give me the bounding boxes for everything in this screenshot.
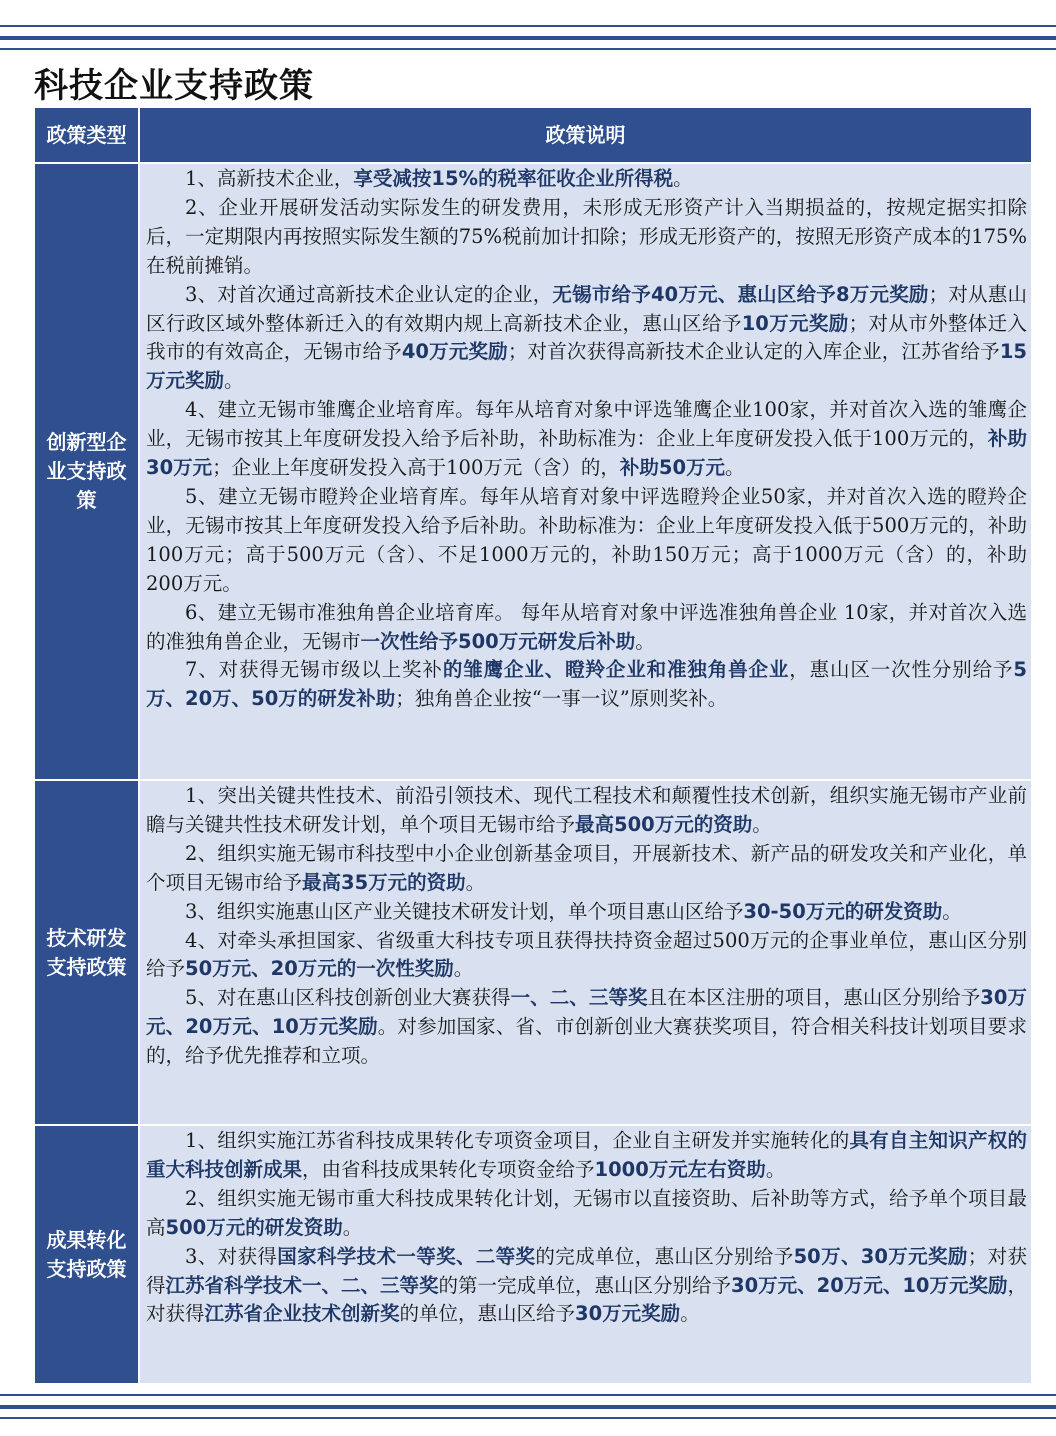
emphasis-text: 补助50万元 xyxy=(619,456,726,480)
category-cell: 技术研发支持政策 xyxy=(35,781,138,1124)
policy-text: 4、对牵头承担国家、省级重大科技专项且获得扶持资金超过500万元的企事业单位，惠山区分别给予 xyxy=(146,928,1027,981)
emphasis-text: 1000万元左右资助 xyxy=(594,1157,766,1181)
policy-item xyxy=(146,1185,1027,1243)
emphasis-text: 50万元、20万元的一次性奖励 xyxy=(185,957,454,981)
header-policy-type: 政策类型 xyxy=(35,108,138,162)
policy-text: 。 xyxy=(752,812,772,836)
policy-item xyxy=(146,656,1027,714)
emphasis-text: 5万、20万、50万的研发补助 xyxy=(146,658,1027,711)
emphasis-text: 具有自主知识产权的重大科技创新成果 xyxy=(146,1129,1027,1181)
table-row xyxy=(35,781,1031,1124)
policy-text: ，由省科技成果转化专项资金给予 xyxy=(302,1157,595,1181)
policy-text: 。 xyxy=(680,1302,700,1326)
emphasis-text: 国家科学技术一等奖、二等奖 xyxy=(277,1244,536,1268)
policy-text: 。 xyxy=(453,957,474,981)
policy-text: 。 xyxy=(342,1215,363,1239)
emphasis-text: 30万元奖励 xyxy=(575,1302,681,1326)
emphasis-text: 江苏省企业技术创新奖 xyxy=(204,1302,400,1326)
policy-text: 7、对获得无锡市级以上奖补 xyxy=(185,658,443,682)
header-policy-description: 政策说明 xyxy=(140,108,1031,162)
policy-text: 。 xyxy=(725,456,745,480)
policy-text: 1、突出关键共性技术、前沿引领技术、现代工程技术和颠覆性技术创新，组织实施无锡市产业前瞻与关键共性技术研发计划，单个项目无锡市给予 xyxy=(146,784,1027,836)
top-rule-thin-2 xyxy=(0,48,1056,50)
bottom-rule-thin xyxy=(0,1394,1056,1396)
policy-text: 且在本区注册的项目，惠山区分别给予 xyxy=(647,986,981,1010)
policy-text: ；独角兽企业按“一事一议”原则奖补。 xyxy=(395,687,728,711)
policy-text: 6、建立无锡市准独角兽企业培育库。 每年从培育对象中评选准独角兽企业 10家，并对首次入选的准独角兽企业，无锡市 xyxy=(146,600,1027,653)
policy-text: ，惠山区一次性分别给予 xyxy=(789,658,1014,682)
policy-table xyxy=(33,106,1033,1385)
table-row xyxy=(35,164,1031,779)
emphasis-text: 500万元的研发资助 xyxy=(165,1215,343,1239)
policy-text: 。对参加国家、省、市创新创业大赛获奖项目，符合相关科技计划项目要求的，给予优先推荐和立项。 xyxy=(146,1015,1027,1068)
emphasis-text: 一次性给予500万元研发后补助 xyxy=(360,629,636,653)
category-cell: 创新型企业支持政策 xyxy=(35,164,138,779)
emphasis-text: 15万元奖励 xyxy=(146,340,1027,393)
policy-text: 。 xyxy=(224,369,244,393)
policy-text: 2、组织实施无锡市重大科技成果转化计划，无锡市以直接资助、后补助等方式，给予单个项目最高 xyxy=(146,1186,1027,1239)
policy-text: 的第一完成单位，惠山区分别给予 xyxy=(438,1273,732,1297)
policy-text: 1、高新技术企业， xyxy=(185,167,354,190)
policy-text: 4、建立无锡市雏鹰企业培育库。每年从培育对象中评选雏鹰企业100家，并对首次入选的雏鹰企业，无锡市按其上年度研发投入给予后补助，补助标准为：企业上年度研发投入低于100万元的， xyxy=(146,398,1027,451)
policy-item xyxy=(146,1243,1027,1330)
policy-text: 的完成单位，惠山区分别给予 xyxy=(535,1244,794,1268)
policy-text: 。 xyxy=(942,899,962,923)
policy-text: 。 xyxy=(765,1157,786,1181)
policy-text: 3、对获得 xyxy=(185,1244,278,1268)
emphasis-text: 一、二、三等奖 xyxy=(510,986,648,1010)
policy-item xyxy=(146,927,1027,985)
policy-item xyxy=(146,898,1027,927)
policy-item xyxy=(146,396,1027,483)
policy-text: ，对获得 xyxy=(146,1273,1027,1326)
emphasis-text: 30万元、20万元、10万元奖励 xyxy=(731,1273,1008,1297)
top-rule-thick xyxy=(0,36,1056,40)
emphasis-text: 30-50万元的研发资助 xyxy=(743,899,943,923)
policy-text: 5、建立无锡市瞪羚企业培育库。每年从培育对象中评选瞪羚企业50家，并对首次入选的瞪羚企业，无锡市按其上年度研发投入给予后补助。补助标准为：企业上年度研发投入低于500万元的，补助100万元；高于500万元（含）、不足1000万元的，补助150万元；高于1000万元（含）的，补助200万元。 xyxy=(146,484,1027,595)
emphasis-text: 补助30万元 xyxy=(146,427,1027,480)
bottom-rule-thin-2 xyxy=(0,1417,1056,1419)
policy-item xyxy=(146,1127,1027,1185)
policy-item xyxy=(146,194,1027,281)
policy-text: 1、组织实施江苏省科技成果转化专项资金项目，企业自主研发并实施转化的 xyxy=(185,1129,850,1152)
emphasis-text: 40万元奖励 xyxy=(401,340,508,364)
emphasis-text: 享受减按15%的税率征收企业所得税 xyxy=(353,167,674,190)
top-rule-thin xyxy=(0,25,1056,27)
policy-text: 3、对首次通过高新技术企业认定的企业， xyxy=(185,282,553,306)
policy-text: ；对从惠山区行政区域外整体新迁入的有效期内规上高新技术企业，惠山区给予 xyxy=(146,282,1027,335)
description-cell xyxy=(140,781,1031,1124)
description-cell xyxy=(140,164,1031,779)
policy-text: 。 xyxy=(635,629,655,653)
policy-text: 5、对在惠山区科技创新创业大赛获得 xyxy=(185,986,511,1010)
policy-text: 2、企业开展研发活动实际发生的研发费用，未形成无形资产计入当期损益的，按规定据实扣除后，一定期限内再按照实际发生额的75%税前加计扣除；形成无形资产的，按照无形资产成本的175%在税前摊销。 xyxy=(146,195,1027,277)
emphasis-text: 最高35万元的资助 xyxy=(302,870,466,894)
policy-text: 。 xyxy=(465,870,486,894)
policy-text: 。 xyxy=(673,167,693,190)
emphasis-text: 最高500万元的资助 xyxy=(575,812,753,836)
policy-text: 的单位，惠山区给予 xyxy=(399,1302,576,1326)
bottom-rule-thick xyxy=(0,1405,1056,1409)
emphasis-text: 无锡市给予40万元、惠山区给予8万元奖励 xyxy=(552,282,929,306)
policy-text: ；对首次获得高新技术企业认定的入库企业，江苏省给予 xyxy=(507,340,1000,364)
table-header-row xyxy=(35,108,1031,162)
policy-item xyxy=(146,483,1027,599)
description-cell xyxy=(140,1126,1031,1383)
emphasis-text: 的雏鹰企业、瞪羚企业和准独角兽企业 xyxy=(442,658,790,682)
policy-item xyxy=(146,782,1027,840)
policy-item xyxy=(146,165,1027,194)
policy-item xyxy=(146,599,1027,657)
table-row xyxy=(35,1126,1031,1383)
policy-text: ；企业上年度研发投入高于100万元（含）的， xyxy=(212,456,620,480)
policy-text: ；对从市外整体迁入我市的有效高企，无锡市给予 xyxy=(146,311,1027,364)
category-cell: 成果转化支持政策 xyxy=(35,1126,138,1383)
emphasis-text: 江苏省科学技术一、二、三等奖 xyxy=(165,1273,439,1297)
emphasis-text: 10万元奖励 xyxy=(741,311,849,335)
policy-item xyxy=(146,840,1027,898)
page-title: 科技企业支持政策 xyxy=(34,66,314,106)
policy-text: 3、组织实施惠山区产业关键技术研发计划，单个项目惠山区给予 xyxy=(185,899,744,923)
emphasis-text: 50万、30万元奖励 xyxy=(793,1244,968,1268)
emphasis-text: 30万元、20万元、10万元奖励 xyxy=(146,986,1027,1039)
policy-text: ；对获得 xyxy=(146,1244,1027,1297)
policy-item xyxy=(146,984,1027,1071)
policy-item xyxy=(146,281,1027,397)
policy-text: 2、组织实施无锡市科技型中小企业创新基金项目，开展新技术、新产品的研发攻关和产业化，单个项目无锡市给予 xyxy=(146,841,1027,894)
